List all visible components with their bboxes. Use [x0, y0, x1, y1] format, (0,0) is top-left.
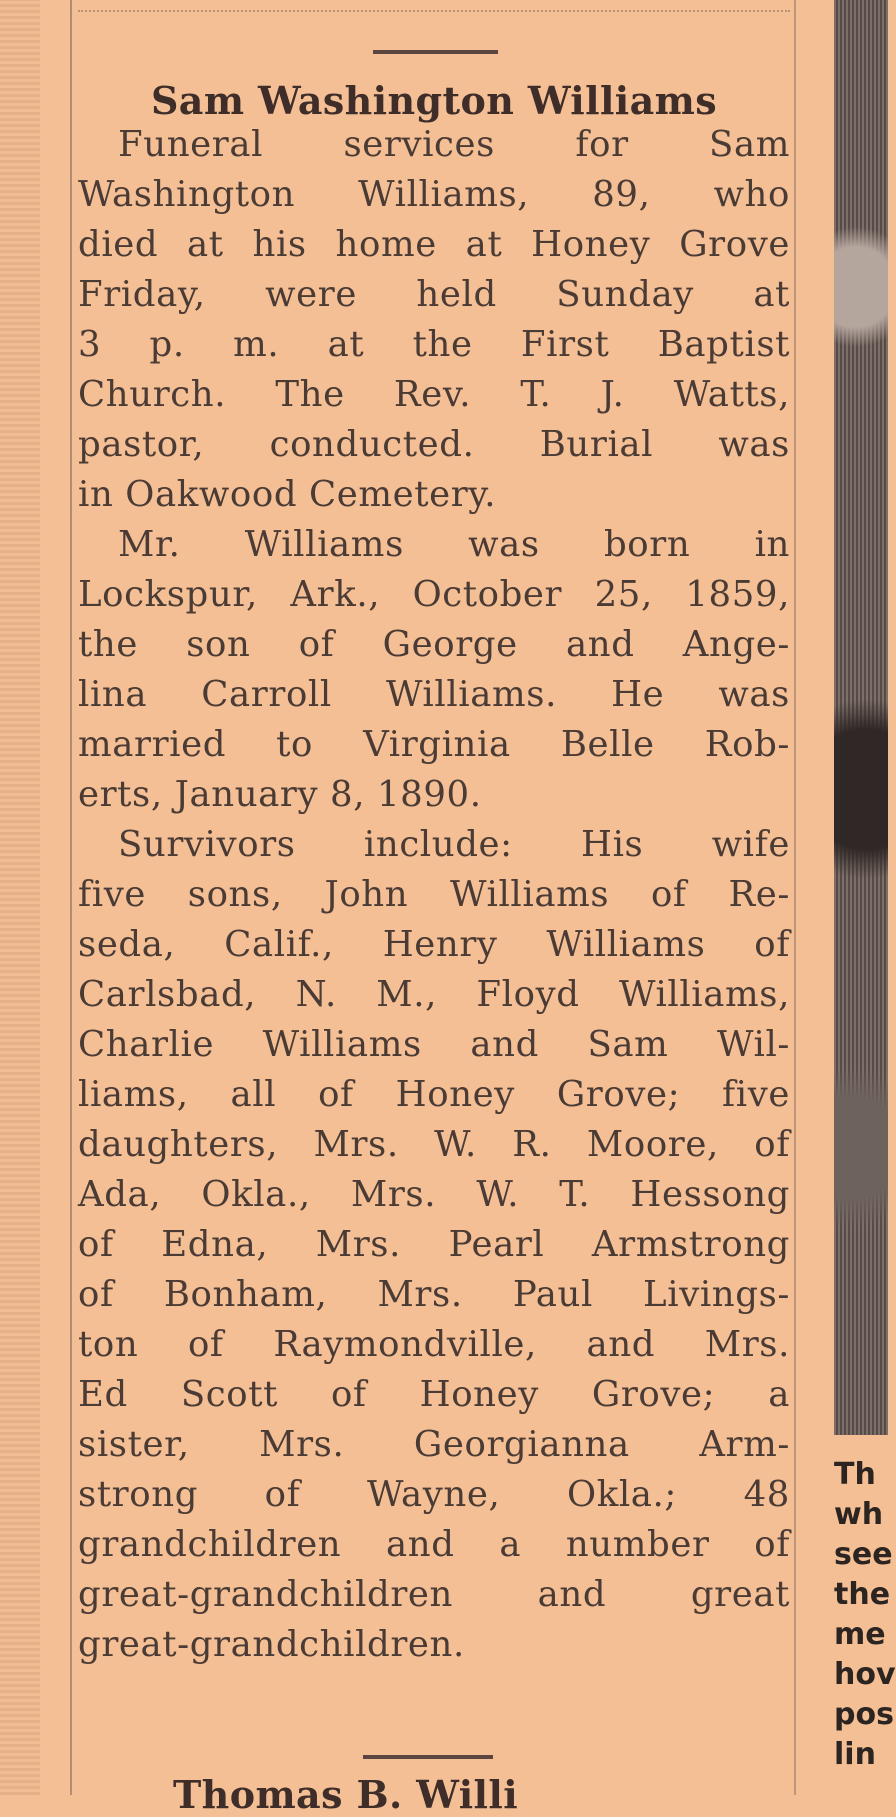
adjacent-photo	[834, 0, 888, 1435]
obituary-headline: Sam Washington Williams	[150, 78, 718, 123]
article-end-rule	[363, 1755, 493, 1759]
adjacent-caption-line: wh	[834, 1497, 884, 1532]
adjacent-caption-line: pos	[834, 1697, 894, 1732]
article-line: Ed Scott of Honey Grove; a	[78, 1374, 790, 1415]
article-line: Carlsbad, N. M., Floyd Williams,	[78, 974, 790, 1015]
article-line: grandchildren and a number of	[78, 1524, 790, 1565]
article-line: liams, all of Honey Grove; five	[78, 1074, 790, 1115]
article-line: Ada, Okla., Mrs. W. T. Hessong	[78, 1174, 790, 1215]
article-line: in Oakwood Cemetery.	[78, 474, 497, 515]
article-line: Friday, were held Sunday at	[78, 274, 790, 315]
article-line: great-grandchildren.	[78, 1624, 465, 1665]
adjacent-caption-line: lin	[834, 1737, 876, 1772]
article-line: Washington Williams, 89, who	[78, 174, 790, 215]
article-line: Mr. Williams was born in	[118, 524, 790, 565]
previous-article-edge	[78, 0, 790, 12]
article-line: lina Carroll Williams. He was	[78, 674, 790, 715]
article-line: 3 p. m. at the First Baptist	[78, 324, 790, 365]
article-line: sister, Mrs. Georgianna Arm-	[78, 1424, 790, 1465]
article-line: the son of George and Ange-	[78, 624, 790, 665]
article-line: Charlie Williams and Sam Wil-	[78, 1024, 790, 1065]
article-line: seda, Calif., Henry Williams of	[78, 924, 790, 965]
article-line: erts, January 8, 1890.	[78, 774, 482, 815]
adjacent-caption-line: me	[834, 1617, 886, 1652]
article-line: five sons, John Williams of Re-	[78, 874, 790, 915]
article-line: of Bonham, Mrs. Paul Livings-	[78, 1274, 790, 1315]
column-rule-right	[794, 0, 796, 1795]
headline-rule	[373, 50, 498, 54]
adjacent-caption-line: the	[834, 1577, 891, 1612]
obituary-column	[78, 0, 790, 1817]
article-line: married to Virginia Belle Rob-	[78, 724, 790, 765]
article-line: died at his home at Honey Grove	[78, 224, 790, 265]
article-line: Funeral services for Sam	[118, 124, 790, 165]
article-line: Church. The Rev. T. J. Watts,	[78, 374, 790, 415]
article-line: strong of Wayne, Okla.; 48	[78, 1474, 790, 1515]
adjacent-caption-line: Th	[834, 1457, 876, 1492]
article-line: great-grandchildren and great	[78, 1574, 790, 1615]
next-article-headline: Thomas B. Willi	[173, 1772, 519, 1817]
article-line: daughters, Mrs. W. R. Moore, of	[78, 1124, 790, 1165]
column-rule-left	[70, 0, 72, 1795]
article-line: of Edna, Mrs. Pearl Armstrong	[78, 1224, 790, 1265]
article-line: pastor, conducted. Burial was	[78, 424, 790, 465]
article-line: Lockspur, Ark., October 25, 1859,	[78, 574, 790, 615]
adjacent-column-edge	[0, 0, 40, 1795]
adjacent-caption-line: see	[834, 1537, 893, 1572]
article-line: ton of Raymondville, and Mrs.	[78, 1324, 790, 1365]
article-line: Survivors include: His wife	[118, 824, 790, 865]
adjacent-caption-line: hov	[834, 1657, 896, 1692]
